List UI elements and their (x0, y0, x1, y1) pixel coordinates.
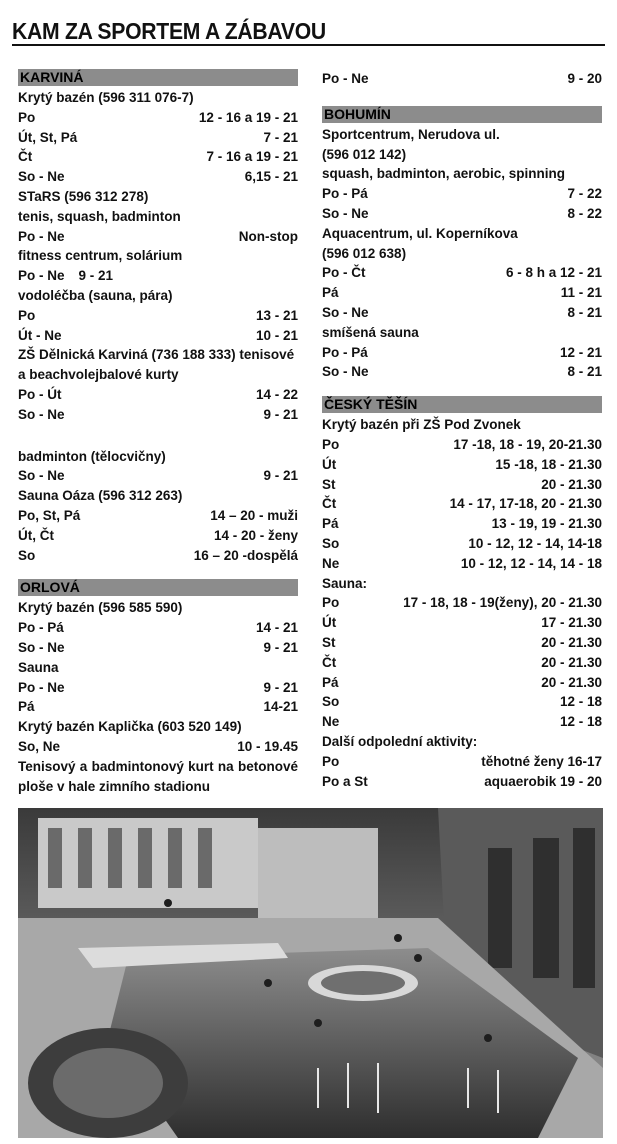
time: 9 - 21 (263, 468, 298, 484)
time: 12 - 18 (559, 714, 602, 730)
hours-row (322, 494, 602, 514)
day: So - Ne (18, 468, 65, 484)
time: 14 - 20 - ženy (213, 527, 298, 543)
time: 13 - 19, 19 - 21.30 (491, 516, 602, 532)
time: 20 - 21.30 (541, 674, 602, 690)
day: So, Ne (18, 738, 61, 754)
day: Po - Ne (18, 679, 65, 695)
day: Po - Čt (322, 265, 366, 281)
day: So - Ne (322, 205, 369, 221)
day: Po (322, 753, 340, 769)
section-heading-orlova: ORLOVÁ (18, 579, 298, 596)
time: 17 - 21.30 (541, 615, 602, 631)
day: So - Ne (322, 304, 369, 320)
hours-row (18, 167, 298, 187)
venue-name: STaRS (596 312 278) (18, 188, 149, 204)
day: Po (322, 436, 340, 452)
hours-row (322, 593, 602, 613)
venue-name: ZŠ Dělnická Karviná (736 188 333) tenisové a beachvolejbalové kurty (18, 347, 295, 383)
hours-row (18, 266, 298, 286)
day: St (322, 476, 336, 492)
day: So (322, 694, 340, 710)
hours-row (18, 506, 298, 526)
day: Pá (322, 674, 339, 690)
day: Čt (322, 654, 337, 670)
day: So - Ne (18, 639, 65, 655)
day: Út (322, 615, 337, 631)
venue-name: Sportcentrum, Nerudova ul. (322, 126, 500, 142)
title-rule (12, 44, 605, 46)
day: Po - Ne (322, 71, 369, 86)
hours-row (322, 475, 602, 495)
hours-row (322, 633, 602, 653)
hours-row (322, 653, 602, 673)
hours-row (322, 692, 602, 712)
venue-name: Sauna Oáza (596 312 263) (18, 488, 183, 504)
time: těhotné ženy 16-17 (481, 753, 602, 769)
time: 9 - 21 (78, 268, 114, 284)
hours-row (18, 678, 298, 698)
day: So - Ne (18, 406, 65, 422)
day: Pá (322, 285, 339, 301)
time: 13 - 21 (255, 307, 298, 323)
time: 15 -18, 18 - 21.30 (495, 456, 602, 472)
left-column (18, 69, 298, 796)
hours-row (322, 712, 602, 732)
hours-row (322, 204, 602, 224)
day: Po - Ne (18, 268, 65, 284)
hours-row (322, 303, 602, 323)
day: Út - Ne (18, 327, 62, 343)
hours-row (18, 306, 298, 326)
venue-name: smíšená sauna (322, 324, 419, 340)
venue-name: Krytý bazén (596 585 590) (18, 600, 183, 616)
time: 10 - 19.45 (237, 738, 298, 754)
venue-name: Krytý bazén Kaplička (603 520 149) (18, 719, 242, 735)
day: Po, St, Pá (18, 507, 81, 523)
hours-row (322, 69, 602, 89)
day: Po - Pá (322, 344, 368, 360)
venue-note: Tenisový a badmintonový kurt na betonové ploše v hale zimního stadionu (18, 758, 298, 794)
time: 20 - 21.30 (541, 476, 602, 492)
hours-row (18, 147, 298, 167)
venue-name: Krytý bazén při ZŠ Pod Zvonek (322, 417, 521, 433)
hours-row (18, 638, 298, 658)
time: 20 - 21.30 (541, 634, 602, 650)
time: 7 - 21 (263, 129, 298, 145)
time: 11 - 21 (560, 285, 602, 301)
time: 8 - 21 (567, 364, 602, 380)
day: Út (322, 456, 337, 472)
time: 10 - 21 (255, 327, 298, 343)
hours-row (18, 128, 298, 148)
time: 10 - 12, 12 - 14, 14-18 (468, 535, 602, 551)
time: 14 - 21 (255, 620, 298, 636)
day: Po (18, 109, 36, 125)
hours-row (18, 737, 298, 757)
venue-name: Krytý bazén (596 311 076-7) (18, 90, 194, 105)
time: 14-21 (263, 699, 298, 715)
right-column (322, 69, 602, 791)
day: Po - Pá (322, 186, 368, 202)
venue-name: Sauna (18, 659, 59, 675)
venue-name: Sauna: (322, 575, 368, 591)
hours-row (322, 534, 602, 554)
hours-row (322, 752, 602, 772)
day: Út, St, Pá (18, 129, 78, 145)
time: 12 - 18 (559, 694, 602, 710)
pool-photo-illustration (18, 808, 603, 1138)
day: Ne (322, 714, 340, 730)
pool-photo (18, 808, 603, 1138)
hours-row (322, 283, 602, 303)
day: Čt (18, 149, 33, 165)
hours-row (322, 435, 602, 455)
time: 9 - 21 (263, 639, 298, 655)
time: 10 - 12, 12 - 14, 14 - 18 (460, 555, 602, 571)
venue-phone: (596 012 638) (322, 245, 407, 261)
day: So - Ne (322, 364, 369, 380)
venue-sub: squash, badminton, aerobic, spinning (322, 166, 566, 182)
time: 8 - 22 (567, 205, 602, 221)
hours-row (322, 554, 602, 574)
hours-row (18, 546, 298, 566)
hours-row (18, 108, 298, 128)
time: aquaerobik 19 - 20 (484, 773, 602, 789)
section-bohumin (322, 106, 602, 382)
day: Čt (322, 496, 337, 512)
day: Po (18, 307, 36, 323)
day: Pá (322, 516, 339, 532)
time: 6 - 8 h a 12 - 21 (505, 265, 602, 281)
time: 20 - 21.30 (541, 654, 602, 670)
page-title: KAM ZA SPORTEM A ZÁBAVOU (12, 18, 326, 44)
time: 17 - 18, 18 - 19(ženy), 20 - 21.30 (403, 595, 602, 611)
section-heading-karvina: KARVINÁ (18, 69, 298, 86)
time: 9 - 21 (263, 679, 298, 695)
section-heading-bohumin: BOHUMÍN (322, 106, 602, 123)
time: 7 - 16 a 19 - 21 (206, 149, 298, 165)
day: Ne (322, 555, 340, 571)
time: Non-stop (238, 228, 298, 244)
hours-row (322, 613, 602, 633)
day: Po - Út (18, 386, 62, 402)
section-karvina (18, 69, 298, 565)
section-orlova (18, 579, 298, 796)
venue-phone: (596 012 142) (322, 146, 407, 162)
hours-row (322, 673, 602, 693)
time: 7 - 22 (567, 186, 602, 202)
day: Po - Ne (18, 228, 65, 244)
time: 9 - 21 (263, 406, 298, 422)
time: 14 - 22 (255, 386, 298, 402)
time: 12 - 16 a 19 - 21 (198, 109, 298, 125)
time: 17 -18, 18 - 19, 20-21.30 (453, 436, 602, 452)
day: Po - Pá (18, 620, 64, 636)
venue-sub: tenis, squash, badminton (18, 208, 181, 224)
hours-row (322, 772, 602, 792)
hours-row (18, 227, 298, 247)
time: 9 - 20 (567, 71, 602, 86)
day: Po a St (322, 773, 368, 789)
venue-name: Další odpolední aktivity: (322, 733, 478, 749)
day: Út, Čt (18, 527, 54, 543)
hours-row (18, 697, 298, 717)
day: So (18, 547, 36, 563)
section-tesin (322, 396, 602, 791)
hours-row (322, 343, 602, 363)
day: Po (322, 595, 340, 611)
time: 6,15 - 21 (244, 169, 298, 185)
venue-name: vodoléčba (sauna, pára) (18, 287, 173, 303)
hours-row (18, 385, 298, 405)
day: So - Ne (18, 169, 65, 185)
hours-row (18, 618, 298, 638)
day: Pá (18, 699, 35, 715)
hours-row (18, 405, 298, 425)
time: 14 – 20 - muži (210, 507, 298, 523)
hours-row (322, 514, 602, 534)
hours-row (18, 326, 298, 346)
day: St (322, 634, 336, 650)
time: 16 – 20 -dospělá (193, 547, 298, 563)
hours-row (322, 455, 602, 475)
time: 8 - 21 (567, 304, 602, 320)
hours-row (18, 526, 298, 546)
venue-name: badminton (tělocvičny) (18, 448, 166, 464)
hours-row (322, 263, 602, 283)
hours-row (322, 362, 602, 382)
day: So (322, 535, 340, 551)
venue-name: fitness centrum, solárium (18, 248, 183, 264)
hours-row (322, 184, 602, 204)
section-heading-tesin: ČESKÝ TĚŠÍN (322, 396, 602, 413)
venue-name: Aquacentrum, ul. Koperníkova (322, 225, 518, 241)
hours-row (18, 466, 298, 486)
time: 12 - 21 (559, 344, 602, 360)
time: 14 - 17, 17-18, 20 - 21.30 (449, 496, 602, 512)
